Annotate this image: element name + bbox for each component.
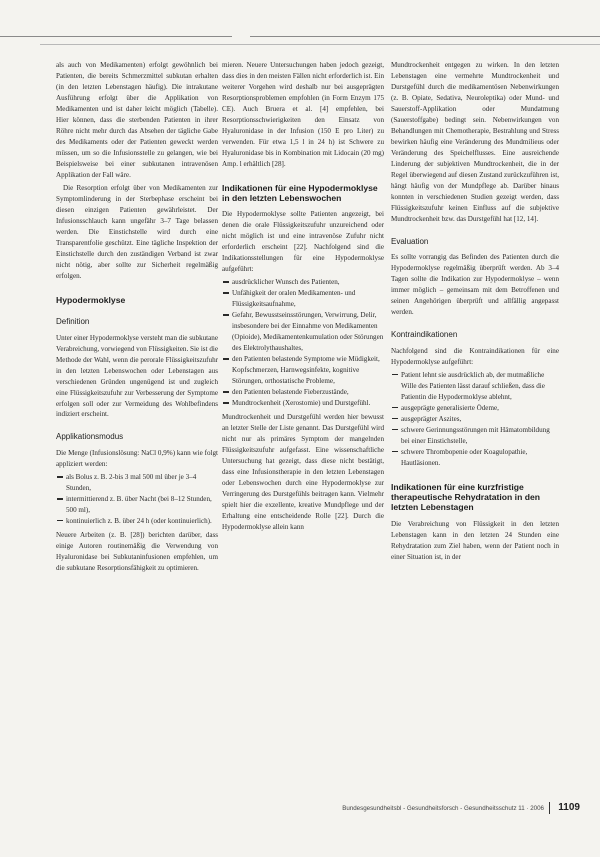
subheading-kontraindikationen: Kontraindikationen [391,330,458,340]
list-item: Unfähigkeit der oralen Medikamenten- und Flüssigkeitsaufnahme, [222,288,384,310]
list-item: Gefahr, Bewusstseinsstörungen, Verwirrung, Delir, insbesondere bei der Einnahme von Medikamenten (Opioide), Medikamentenkumulation oder Störungen des Elektrolythaushaltes, [222,310,384,354]
page-footer [232,802,580,816]
paragraph: mieren. Neuere Untersuchungen haben jedoch gezeigt, dass dies in den meisten Fällen nicht erforderlich ist. Ein weiterer Vorgehen wird deshalb nur bei ausgeprägten Resorptionsproblemen empfohlen (in Form Enzym 175 CE). Auch Bruera et al. [4] empfehlen, bei Resorptionsschwierigkeiten den Einsatz von Hyaluronidase in der Infusion (150 E pro Liter) zu verwenden. Für etwa 1,5 l in 24 h) ist Schwere zu Hyaluronidase bis in Kombination mit Lidocain (20 mg) Amp. l erhältlich [28]. [222,61,384,168]
paragraph: Mundtrockenheit entgegen zu wirken. In den letzten Lebenstagen eine vermehrte Mundtrockenheit und Durstgefühl durch die medikamentösen Nebenwirkungen (z. B. Opiate, Sedativa, Neuroleptika) oder Mund- und Sauerstoff-Applikation oder Mundatmung (Sauerstoffgabe) bedingt sein. Nebenwirkungen von Behandlungen mit Chemotherapie, Bestrahlung und Stress bewirken häufig eine Veränderung des Mundmilieus oder Veränderung des Speichelflusses. Eine ausreichende Linderung der subjektiven Mundtrockenheit, die in der Regel überwiegend auf diesen Zustand zurückzuführen ist, hängt häufig von der Mundpflege ab. Darüber hinaus konnten in verschiedenen Studien gezeigt werden, dass Flüssigkeitszufuhr keinen Einfluss auf die subjektive Mundtrockenheit bzw. das Durstgefühl hat [12, 14]. [391,61,559,223]
text-column-3 [391,60,559,565]
header-rule-left [0,36,232,37]
footer-separator [549,802,550,814]
paragraph: Es sollte vorrangig das Befinden des Patienten durch die Hypodermoklyse regelmäßig überprüft werden. Ab 3–4 Tagen sollte die Indikation zur Hypodermoklyse – wenn immer möglich – gemeinsam mit dem Betroffenen und seinen Angehörigen überprüft und allfällig angepasst werden. [391,253,559,317]
paragraph: Neuere Arbeiten (z. B. [28]) berichten darüber, dass einige Autoren routinemäßig die Verwendung von Hyaluronidase bei Subkutaninfusionen empfehlen, um die subkutane Resorptionsfähigkeit zu optimieren. [56,530,218,572]
list-item: intermittierend z. B. über Nacht (bei 8–12 Stunden, 500 ml), [56,494,218,516]
subheading-definition: Definition [56,317,90,326]
paragraph: Unter einer Hypodermoklyse versteht man die subkutane Verabreichung, vorwiegend von Flüssigkeiten. Sie ist die Methode der Wahl, wenn die perorale Flüssigkeitszufuhr in den letzten Lebenswochen oder Lebenstagen aus verschiedenen Gründen ungenügend ist und zugleich eine Flüssigkeitszufuhr zur Verbesserung der Symptome erfolgen soll oder zur Vermeidung des Wohlbefindens indiziert erscheint. [56,333,218,419]
list-item: Mundtrockenheit (Xerostomie) und Durstgefühl. [222,398,384,409]
paragraph: Nachfolgend sind die Kontraindikationen für eine Hypodermoklyse aufgeführt: [391,346,559,366]
paragraph: Die Hypodermoklyse sollte Patienten angezeigt, bei denen die orale Flüssigkeitszufuhr unzureichend oder nicht möglich ist und eine intravenöse Zufuhr nicht erforderlich erscheint [22]. Nachfolgend sind die Indikationsstellungen für eine Hypodermoklyse aufgeführt: [222,210,384,274]
header-rule-thin [40,44,600,45]
list-item: ausgeprägte generalisierte Ödeme, [391,403,559,414]
list-item: schwere Thrombopenie oder Koagulopathie, Hautläsionen. [391,447,559,469]
list-item: ausgeprägter Aszites, [391,414,559,425]
list-item: den Patienten belastende Symptome wie Müdigkeit, Kopfschmerzen, Harnwegsinfekte, kognitive Störungen, orthostatische Probleme, [222,354,384,387]
text-column-1 [56,60,218,576]
subheading-evaluation: Evaluation [391,236,429,246]
list-item: ausdrücklicher Wunsch des Patienten, [222,277,384,288]
text-column-2 [222,60,384,535]
list-item: den Patienten belastende Fieberzustände, [222,387,384,398]
journal-citation: Bundesgesundheitsbl - Gesundheitsforsch - Gesundheitsschutz 11 · 2006 [342,805,544,812]
dash-list [56,472,218,527]
paragraph: Die Verabreichung von Flüssigkeit in den letzten Lebenstagen kann in den letzten 24 Stunden eine Rehydratation zum Ziel haben, wenn der Patient noch in einer Situation ist, in der [391,519,559,561]
paragraph: Die Menge (Infusionslösung: NaCl 0,9%) kann wie folgt appliziert werden: [56,449,218,469]
list-item: als Bolus z. B. 2-bis 3 mal 500 ml über je 3–4 Stunden, [56,472,218,494]
paragraph: Die Resorption erfolgt über von Medikamenten zur Symptomlinderung in der Sterbephase erscheint bei diesen einzigen Patienten gewährleistet. Der Infusionsschlauch kann ungefähr 3–7 Tage belassen werden. Die Einstichstelle wird durch eine Transparentfolie geschützt. Eine tägliche Inspektion der Einstichstelle durch den zuständigen Verband ist zwar nicht nötig, aber sollte zur Sicherheit regelmäßig erfolgen. [56,183,218,280]
section-heading-indikationen-hypodermoklyse: Indikationen für eine Hypodermoklyse in den letzten Lebenswochen [222,182,378,204]
list-item: Patient lehnt sie ausdrücklich ab, der mutmaßliche Wille des Patienten lässt darauf schließen, dass die Patientin die Hypodermoklyse ablehnt, [391,370,559,403]
dash-list [391,370,559,469]
paragraph: Mundtrockenheit und Durstgefühl werden hier bewusst an letzter Stelle der Liste genannt. Das Durstgefühl wird nicht nur als primäres Symptom der mangelnden Flüssigkeitszufuhr aufgefasst. Eine wissenschaftliche Untersuchung hat gezeigt, dass diese nicht bestätigt, dass eine Infusionstherapie in den letzten Lebenstagen oder Lebenswochen durch eine Hypodermoklyse zur Verringerung des Durstgefühls beitragen kann. Vielmehr spielt hier die exzellente, kreative Mundpflege und der Erhaltung eine entscheidende Rolle [22]. Durch die Hypodermoklyse allein kann [222,413,384,532]
subheading-applikationsmodus: Applikationsmodus [56,432,124,442]
header-rule-right [250,36,600,37]
dash-list [222,277,384,409]
paragraph: als auch von Medikamenten) erfolgt gewöhnlich bei Patienten, die bereits Schmerzmittel subkutan erhalten (in den letzten Lebenstagen häufig). Die intrakutane Ausführung erfolgt über die Applikation von Medikamenten und ist daher leicht möglich (Tabelle). Hier können, dass die sterbenden Patienten in ihrer Röhre nicht mehr durch das Absehen der tägliche Gabe des Medikaments oder der Patienten geweckt werden müssen, um so die Infusionsstelle zu gelangen, wie bei Beispielsweise bei einer subkutanen intravenösen Applikation der Fall wäre. [56,61,218,179]
list-item: kontinuierlich z. B. über 24 h (oder kontinuierlich). [56,516,218,527]
section-heading-hypodermoklyse: Hypodermoklyse [56,294,126,305]
list-item: schwere Gerinnungsstörungen mit Hämatombildung bei einer Einstichstelle, [391,425,559,447]
page-number: 1109 [558,802,580,813]
section-heading-indikationen-rehydratation: Indikationen für eine kurzfristige therapeutische Rehydratation in den letzten Lebenstagen [391,481,540,513]
